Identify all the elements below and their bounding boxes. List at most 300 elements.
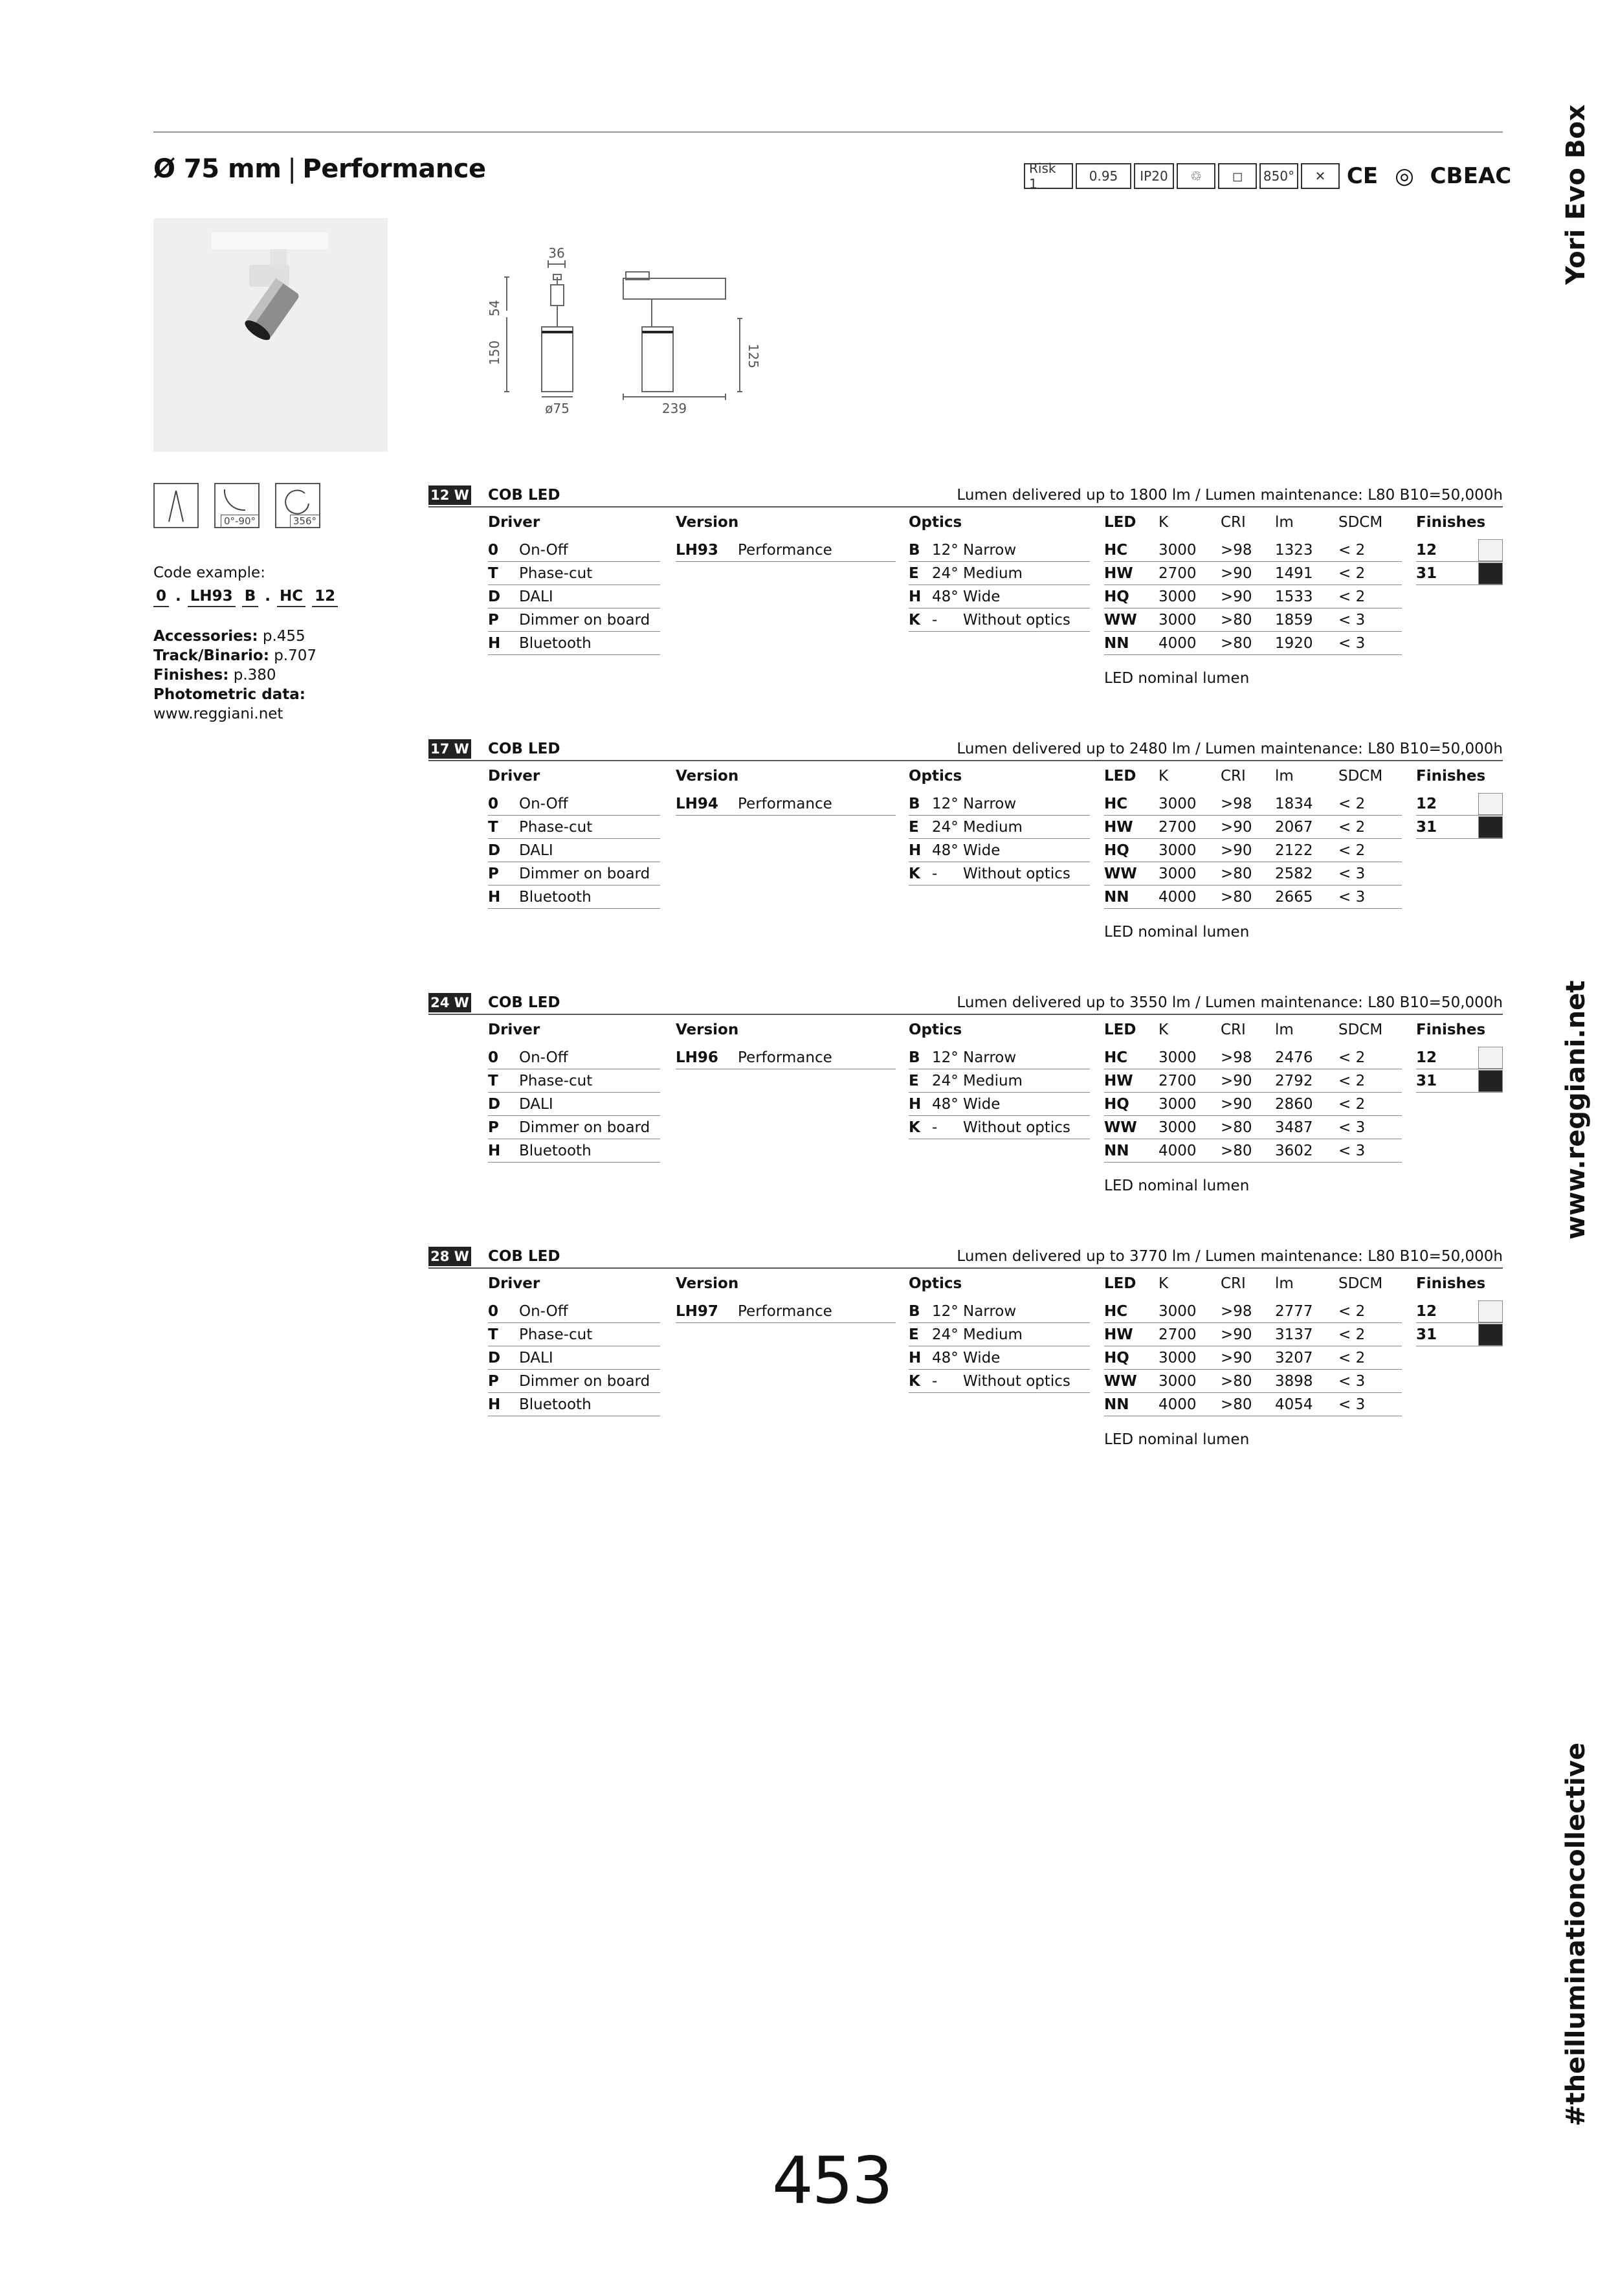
driver-name: Phase-cut bbox=[519, 818, 593, 836]
driver-header: Driver bbox=[488, 768, 540, 785]
cob-label: COB LED bbox=[488, 487, 560, 504]
led-row bbox=[1104, 886, 1402, 909]
finish-swatch bbox=[1478, 563, 1503, 585]
lm-header: lm bbox=[1275, 1275, 1294, 1292]
optics-name: Medium bbox=[963, 564, 1023, 582]
optics-name: Without optics bbox=[963, 1372, 1070, 1390]
rotation-label: 356° bbox=[290, 515, 319, 527]
version-code: LH97 bbox=[676, 1302, 718, 1320]
optics-code: H bbox=[909, 1095, 922, 1113]
certification-badges bbox=[1024, 161, 1512, 192]
optics-row bbox=[909, 539, 1090, 562]
led-k: 3000 bbox=[1158, 1119, 1197, 1136]
led-k: 4000 bbox=[1158, 1142, 1197, 1159]
cob-label: COB LED bbox=[488, 1248, 560, 1265]
optics-name: Without optics bbox=[963, 611, 1070, 629]
driver-row bbox=[488, 1300, 660, 1323]
side-website: www.reggiani.net bbox=[1561, 980, 1591, 1240]
led-k: 3000 bbox=[1158, 1049, 1197, 1066]
led-row bbox=[1104, 839, 1402, 862]
led-header: LED bbox=[1104, 514, 1136, 531]
certification-badge: IP20 bbox=[1134, 163, 1174, 189]
led-cri: >80 bbox=[1221, 634, 1252, 652]
code-part: 12 bbox=[312, 586, 338, 607]
driver-name: Dimmer on board bbox=[519, 1119, 650, 1136]
led-row bbox=[1104, 1393, 1402, 1416]
led-row bbox=[1104, 1116, 1402, 1139]
led-header: LED bbox=[1104, 1275, 1136, 1292]
led-k: 3000 bbox=[1158, 1349, 1197, 1366]
sdcm-header: SDCM bbox=[1338, 768, 1383, 785]
driver-column bbox=[488, 1021, 660, 1163]
led-code: NN bbox=[1104, 888, 1129, 906]
finish-swatch bbox=[1478, 1300, 1503, 1322]
led-column bbox=[1104, 1021, 1402, 1163]
certification-badge: 850° bbox=[1259, 163, 1298, 189]
optics-row bbox=[909, 862, 1090, 886]
dim-right-label: 125 bbox=[746, 343, 761, 369]
k-header: K bbox=[1158, 768, 1169, 785]
optics-name: Without optics bbox=[963, 1119, 1070, 1136]
optics-row bbox=[909, 1093, 1090, 1116]
led-code: HQ bbox=[1104, 588, 1129, 605]
driver-name: On-Off bbox=[519, 1049, 568, 1066]
optics-angle: 12° bbox=[932, 795, 959, 812]
sdcm-header: SDCM bbox=[1338, 514, 1383, 531]
optics-code: E bbox=[909, 818, 919, 836]
nominal-lumen-note: LED nominal lumen bbox=[1104, 1177, 1250, 1194]
driver-code: D bbox=[488, 1349, 501, 1366]
driver-name: Bluetooth bbox=[519, 634, 592, 652]
finishes-value: p.380 bbox=[233, 667, 276, 684]
led-row bbox=[1104, 585, 1402, 608]
k-header: K bbox=[1158, 1275, 1169, 1292]
driver-name: On-Off bbox=[519, 795, 568, 812]
led-sdcm: < 3 bbox=[1338, 888, 1366, 906]
finishes-column bbox=[1416, 768, 1503, 839]
led-sdcm: < 2 bbox=[1338, 818, 1366, 836]
version-column bbox=[676, 1275, 896, 1323]
finishes-header: Finishes bbox=[1416, 514, 1486, 531]
led-code: NN bbox=[1104, 634, 1129, 652]
led-column bbox=[1104, 1275, 1402, 1416]
led-cri: >90 bbox=[1221, 588, 1252, 605]
product-section bbox=[428, 739, 1503, 959]
led-sdcm: < 2 bbox=[1338, 1095, 1366, 1113]
version-row bbox=[676, 1046, 896, 1069]
finish-row bbox=[1416, 539, 1503, 562]
certification-badge: 0.95 bbox=[1076, 163, 1131, 189]
dim-top-label: 36 bbox=[548, 246, 565, 261]
version-column bbox=[676, 1021, 896, 1069]
lm-header: lm bbox=[1275, 514, 1294, 531]
optics-angle: - bbox=[932, 865, 938, 882]
cob-label: COB LED bbox=[488, 741, 560, 757]
nominal-lumen-note: LED nominal lumen bbox=[1104, 1431, 1250, 1448]
optics-angle: 24° bbox=[932, 564, 959, 582]
led-sdcm: < 2 bbox=[1338, 841, 1366, 859]
driver-row bbox=[488, 792, 660, 816]
optics-angle: - bbox=[932, 1119, 938, 1136]
optics-row bbox=[909, 1300, 1090, 1323]
finish-code: 31 bbox=[1416, 1072, 1437, 1089]
led-k: 3000 bbox=[1158, 1372, 1197, 1390]
optics-name: Without optics bbox=[963, 865, 1070, 882]
beam-angle-icon bbox=[153, 483, 199, 528]
led-lm: 1920 bbox=[1275, 634, 1313, 652]
led-sdcm: < 3 bbox=[1338, 1396, 1366, 1413]
version-column bbox=[676, 768, 896, 816]
driver-column bbox=[488, 514, 660, 655]
optics-name: Narrow bbox=[963, 1302, 1017, 1320]
led-lm: 3137 bbox=[1275, 1326, 1313, 1343]
led-sdcm: < 2 bbox=[1338, 1349, 1366, 1366]
led-cri: >98 bbox=[1221, 541, 1252, 559]
led-code: HW bbox=[1104, 1326, 1133, 1343]
side-product-name: Yori Evo Box bbox=[1561, 104, 1591, 285]
product-section bbox=[428, 993, 1503, 1213]
certification-badge: ♲ bbox=[1177, 163, 1215, 189]
driver-code: 0 bbox=[488, 795, 499, 812]
driver-row bbox=[488, 1093, 660, 1116]
finish-code: 12 bbox=[1416, 795, 1437, 812]
driver-row bbox=[488, 816, 660, 839]
driver-row bbox=[488, 1393, 660, 1416]
wattage-badge: 17 W bbox=[428, 739, 471, 759]
led-row bbox=[1104, 816, 1402, 839]
led-lm: 1491 bbox=[1275, 564, 1313, 582]
led-code: HC bbox=[1104, 1049, 1128, 1066]
optics-header: Optics bbox=[909, 514, 962, 531]
cri-header: CRI bbox=[1221, 1021, 1246, 1038]
driver-header: Driver bbox=[488, 1021, 540, 1038]
title-subtitle: Performance bbox=[302, 154, 486, 184]
optics-angle: 48° bbox=[932, 1095, 959, 1113]
product-photo bbox=[153, 218, 388, 452]
optics-name: Wide bbox=[963, 588, 1001, 605]
led-lm: 3898 bbox=[1275, 1372, 1313, 1390]
led-lm: 2792 bbox=[1275, 1072, 1313, 1089]
version-header: Version bbox=[676, 1021, 739, 1038]
version-row bbox=[676, 792, 896, 816]
driver-row bbox=[488, 1116, 660, 1139]
driver-row bbox=[488, 862, 660, 886]
led-header: LED bbox=[1104, 1021, 1136, 1038]
led-row bbox=[1104, 1346, 1402, 1370]
led-lm: 2122 bbox=[1275, 841, 1313, 859]
driver-code: D bbox=[488, 588, 501, 605]
finish-swatch bbox=[1478, 539, 1503, 561]
led-cri: >90 bbox=[1221, 818, 1252, 836]
led-column bbox=[1104, 514, 1402, 655]
driver-header: Driver bbox=[488, 514, 540, 531]
driver-code: T bbox=[488, 818, 498, 836]
led-cri: >80 bbox=[1221, 888, 1252, 906]
optics-angle: 48° bbox=[932, 1349, 959, 1366]
optics-angle: 24° bbox=[932, 818, 959, 836]
led-cri: >80 bbox=[1221, 1372, 1252, 1390]
finish-row bbox=[1416, 1323, 1503, 1346]
version-name: Performance bbox=[738, 795, 832, 812]
led-row bbox=[1104, 562, 1402, 585]
led-cri: >80 bbox=[1221, 611, 1252, 629]
led-code: WW bbox=[1104, 1372, 1137, 1390]
led-code: HQ bbox=[1104, 1349, 1129, 1366]
led-lm: 1834 bbox=[1275, 795, 1313, 812]
led-lm: 2067 bbox=[1275, 818, 1313, 836]
finishes-label: Finishes: bbox=[153, 667, 229, 684]
led-code: HW bbox=[1104, 1072, 1133, 1089]
version-code: LH96 bbox=[676, 1049, 718, 1066]
driver-row bbox=[488, 585, 660, 608]
driver-name: Bluetooth bbox=[519, 888, 592, 906]
driver-name: Bluetooth bbox=[519, 1396, 592, 1413]
led-code: HQ bbox=[1104, 841, 1129, 859]
driver-name: Bluetooth bbox=[519, 1142, 592, 1159]
driver-name: Dimmer on board bbox=[519, 611, 650, 629]
led-lm: 2582 bbox=[1275, 865, 1313, 882]
certification-badge: ✕ bbox=[1301, 163, 1340, 189]
sdcm-header: SDCM bbox=[1338, 1021, 1383, 1038]
led-sdcm: < 3 bbox=[1338, 634, 1366, 652]
finish-swatch bbox=[1478, 1324, 1503, 1346]
code-part: B bbox=[242, 586, 259, 607]
finishes-column bbox=[1416, 514, 1503, 585]
led-sdcm: < 2 bbox=[1338, 1302, 1366, 1320]
lumen-info: Lumen delivered up to 3550 lm / Lumen maintenance: L80 B10=50,000h bbox=[957, 994, 1503, 1011]
led-k: 3000 bbox=[1158, 841, 1197, 859]
driver-code: P bbox=[488, 865, 499, 882]
finishes-header: Finishes bbox=[1416, 1021, 1486, 1038]
accessories-label: Accessories: bbox=[153, 628, 258, 645]
led-lm: 2476 bbox=[1275, 1049, 1313, 1066]
code-part: 0 bbox=[153, 586, 169, 607]
wattage-badge: 24 W bbox=[428, 993, 471, 1012]
led-k: 3000 bbox=[1158, 588, 1197, 605]
led-row bbox=[1104, 1046, 1402, 1069]
optics-row bbox=[909, 1116, 1090, 1139]
driver-row bbox=[488, 539, 660, 562]
led-k: 3000 bbox=[1158, 1095, 1197, 1113]
photometric-value: www.reggiani.net bbox=[153, 706, 283, 722]
optics-name: Wide bbox=[963, 1349, 1001, 1366]
driver-column bbox=[488, 1275, 660, 1416]
led-header: LED bbox=[1104, 768, 1136, 785]
version-name: Performance bbox=[738, 1302, 832, 1320]
dim-left-upper-label: 54 bbox=[487, 300, 502, 317]
led-code: WW bbox=[1104, 611, 1137, 629]
optics-code: K bbox=[909, 611, 920, 629]
sidebar-info bbox=[153, 563, 338, 724]
wattage-badge: 28 W bbox=[428, 1247, 471, 1266]
led-sdcm: < 2 bbox=[1338, 588, 1366, 605]
version-header: Version bbox=[676, 768, 739, 785]
driver-code: T bbox=[488, 564, 498, 582]
cri-header: CRI bbox=[1221, 768, 1246, 785]
optics-column bbox=[909, 1275, 1090, 1393]
driver-row bbox=[488, 632, 660, 655]
led-cri: >98 bbox=[1221, 1302, 1252, 1320]
nominal-lumen-note: LED nominal lumen bbox=[1104, 670, 1250, 687]
led-code: HW bbox=[1104, 564, 1133, 582]
optics-code: B bbox=[909, 1049, 920, 1066]
lumen-info: Lumen delivered up to 1800 lm / Lumen maintenance: L80 B10=50,000h bbox=[957, 487, 1503, 504]
certification-badge: CB bbox=[1430, 163, 1463, 189]
top-divider bbox=[153, 131, 1503, 133]
accessories-line bbox=[153, 627, 338, 646]
code-separator: . bbox=[265, 588, 271, 605]
optics-row bbox=[909, 816, 1090, 839]
led-column bbox=[1104, 768, 1402, 909]
certification-badge: ◎ bbox=[1395, 163, 1414, 189]
led-k: 3000 bbox=[1158, 541, 1197, 559]
optics-column bbox=[909, 1021, 1090, 1139]
version-column bbox=[676, 514, 896, 562]
optics-row bbox=[909, 1069, 1090, 1093]
led-cri: >90 bbox=[1221, 841, 1252, 859]
optics-name: Narrow bbox=[963, 1049, 1017, 1066]
driver-code: 0 bbox=[488, 1049, 499, 1066]
feature-icons bbox=[153, 483, 320, 528]
led-code: HQ bbox=[1104, 1095, 1129, 1113]
driver-row bbox=[488, 1139, 660, 1163]
led-code: HC bbox=[1104, 541, 1128, 559]
code-part: LH93 bbox=[188, 586, 236, 607]
optics-code: B bbox=[909, 795, 920, 812]
led-code: NN bbox=[1104, 1142, 1129, 1159]
driver-row bbox=[488, 1370, 660, 1393]
dim-diameter-label: ø75 bbox=[545, 401, 570, 416]
optics-name: Medium bbox=[963, 818, 1023, 836]
optics-name: Wide bbox=[963, 841, 1001, 859]
photometric-label: Photometric data: bbox=[153, 686, 305, 703]
driver-column bbox=[488, 768, 660, 909]
led-cri: >98 bbox=[1221, 795, 1252, 812]
driver-row bbox=[488, 1346, 660, 1370]
optics-code: B bbox=[909, 1302, 920, 1320]
optics-angle: - bbox=[932, 1372, 938, 1390]
dim-width-label: 239 bbox=[661, 401, 687, 416]
finish-row bbox=[1416, 1069, 1503, 1093]
optics-header: Optics bbox=[909, 768, 962, 785]
driver-row bbox=[488, 1069, 660, 1093]
finish-code: 12 bbox=[1416, 1302, 1437, 1320]
led-lm: 3602 bbox=[1275, 1142, 1313, 1159]
led-lm: 2860 bbox=[1275, 1095, 1313, 1113]
driver-code: 0 bbox=[488, 541, 499, 559]
led-lm: 1323 bbox=[1275, 541, 1313, 559]
section-header bbox=[428, 1247, 1503, 1269]
finishes-column bbox=[1416, 1021, 1503, 1093]
track-line bbox=[153, 646, 338, 665]
code-separator: . bbox=[175, 588, 181, 605]
optics-row bbox=[909, 792, 1090, 816]
lm-header: lm bbox=[1275, 1021, 1294, 1038]
driver-name: Phase-cut bbox=[519, 1326, 593, 1343]
led-sdcm: < 2 bbox=[1338, 1072, 1366, 1089]
certification-badge: EAC bbox=[1463, 163, 1512, 189]
led-header-row bbox=[1104, 1021, 1402, 1046]
finish-code: 31 bbox=[1416, 818, 1437, 836]
driver-name: Phase-cut bbox=[519, 564, 593, 582]
optics-code: E bbox=[909, 564, 919, 582]
version-row bbox=[676, 539, 896, 562]
led-lm: 1533 bbox=[1275, 588, 1313, 605]
led-cri: >90 bbox=[1221, 1349, 1252, 1366]
finish-swatch bbox=[1478, 1070, 1503, 1092]
finishes-column bbox=[1416, 1275, 1503, 1346]
led-sdcm: < 3 bbox=[1338, 1142, 1366, 1159]
optics-name: Wide bbox=[963, 1095, 1001, 1113]
led-row bbox=[1104, 632, 1402, 655]
finish-code: 31 bbox=[1416, 1326, 1437, 1343]
finish-swatch bbox=[1478, 793, 1503, 815]
sdcm-header: SDCM bbox=[1338, 1275, 1383, 1292]
accessories-value: p.455 bbox=[262, 628, 305, 645]
finish-code: 12 bbox=[1416, 541, 1437, 559]
led-lm: 2665 bbox=[1275, 888, 1313, 906]
tilt-label: 0°-90° bbox=[221, 515, 258, 527]
led-lm: 3207 bbox=[1275, 1349, 1313, 1366]
led-lm: 4054 bbox=[1275, 1396, 1313, 1413]
certification-badge: Risk 1 bbox=[1024, 163, 1073, 189]
optics-row bbox=[909, 608, 1090, 632]
optics-row bbox=[909, 1370, 1090, 1393]
optics-row bbox=[909, 1346, 1090, 1370]
product-section bbox=[428, 1247, 1503, 1467]
led-sdcm: < 3 bbox=[1338, 1372, 1366, 1390]
driver-header: Driver bbox=[488, 1275, 540, 1292]
led-k: 2700 bbox=[1158, 564, 1197, 582]
led-lm: 3487 bbox=[1275, 1119, 1313, 1136]
optics-row bbox=[909, 585, 1090, 608]
wattage-badge: 12 W bbox=[428, 485, 471, 505]
optics-angle: 24° bbox=[932, 1072, 959, 1089]
optics-column bbox=[909, 768, 1090, 886]
optics-row bbox=[909, 1046, 1090, 1069]
led-code: NN bbox=[1104, 1396, 1129, 1413]
finish-swatch bbox=[1478, 816, 1503, 838]
led-row bbox=[1104, 1370, 1402, 1393]
version-code: LH94 bbox=[676, 795, 718, 812]
led-code: HW bbox=[1104, 818, 1133, 836]
title-size: Ø 75 mm bbox=[153, 154, 282, 184]
led-k: 3000 bbox=[1158, 865, 1197, 882]
led-k: 4000 bbox=[1158, 888, 1197, 906]
k-header: K bbox=[1158, 514, 1169, 531]
led-sdcm: < 3 bbox=[1338, 865, 1366, 882]
driver-code: H bbox=[488, 1396, 501, 1413]
photometric-line bbox=[153, 685, 338, 704]
finish-code: 31 bbox=[1416, 564, 1437, 582]
led-k: 3000 bbox=[1158, 611, 1197, 629]
led-k: 2700 bbox=[1158, 818, 1197, 836]
code-example-label: Code example: bbox=[153, 564, 265, 581]
lumen-info: Lumen delivered up to 2480 lm / Lumen maintenance: L80 B10=50,000h bbox=[957, 741, 1503, 757]
version-header: Version bbox=[676, 1275, 739, 1292]
optics-name: Medium bbox=[963, 1326, 1023, 1343]
led-cri: >80 bbox=[1221, 1119, 1252, 1136]
nominal-lumen-note: LED nominal lumen bbox=[1104, 924, 1250, 941]
driver-name: Dimmer on board bbox=[519, 1372, 650, 1390]
optics-angle: 48° bbox=[932, 841, 959, 859]
led-row bbox=[1104, 1093, 1402, 1116]
led-sdcm: < 2 bbox=[1338, 1326, 1366, 1343]
optics-code: B bbox=[909, 541, 920, 559]
led-cri: >98 bbox=[1221, 1049, 1252, 1066]
optics-header: Optics bbox=[909, 1021, 962, 1038]
led-row bbox=[1104, 1323, 1402, 1346]
